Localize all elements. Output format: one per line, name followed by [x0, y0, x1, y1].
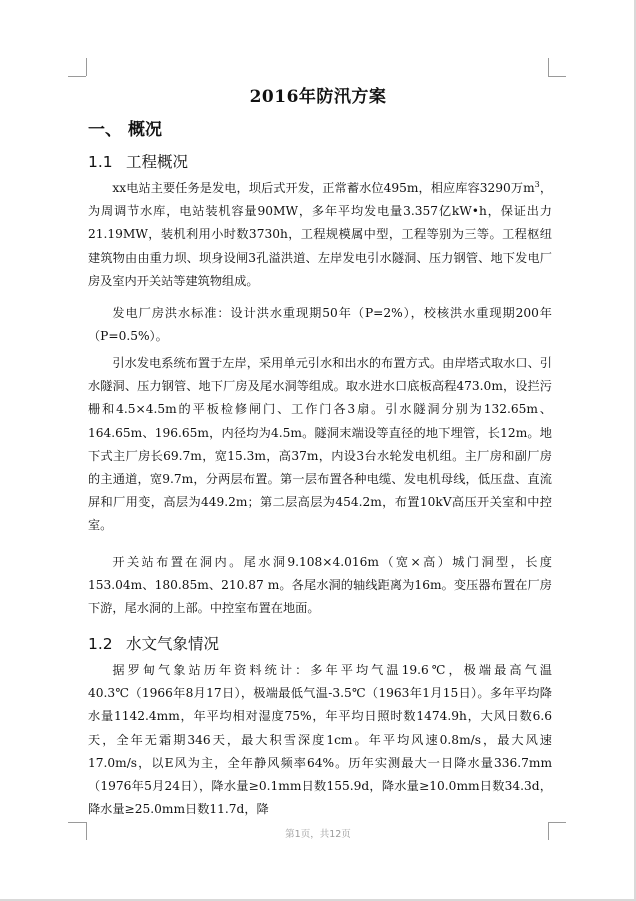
paragraph-text: ，为周调节水库，电站装机容量90MW，多年平均发电量3.357亿kW•h，保证出力21.19MW，装机利用小时数3730h，工程规模属中型，工程等别为三等。工程枢纽建筑物由由重力坝、坝身设闸3孔溢洪道、左岸发电引水隧洞、压力钢管、地下发电厂房及室内开关站等建筑物组成。 — [88, 181, 553, 288]
section-title: 水文气象情况 — [126, 635, 220, 653]
section-number: 1.2 — [88, 635, 113, 653]
section-heading-1 — [88, 115, 162, 140]
page-footer: 第1页，共12页 — [285, 829, 351, 840]
section-number: 一、 — [88, 120, 122, 140]
paragraph-text: xx电站主要任务是发电，坝后式开发，正常蓄水位495m，相应库容3290万m — [112, 181, 535, 195]
crop-mark — [68, 822, 86, 823]
crop-mark — [68, 76, 86, 77]
section-heading-1-2 — [88, 632, 219, 654]
paragraph-flood-standard: 发电厂房洪水标准：设计洪水重现期50年（P=2%），校核洪水重现期200年（P=0.5%）。 — [88, 306, 552, 344]
section-heading-1-1 — [88, 150, 188, 172]
document-title: 2016年防汛方案 — [249, 87, 387, 107]
crop-mark — [548, 58, 549, 76]
superscript: 3 — [534, 179, 540, 189]
section-title: 概况 — [128, 120, 162, 140]
crop-mark — [548, 76, 566, 77]
paragraph-switchyard: 开关站布置在洞内。尾水洞9.108×4.016m（宽×高）城门洞型，长度153.04m、180.85m、210.87 m。各尾水洞的轴线距离为16m。变压器布置在厂房下游，尾水洞的上部。中控室布置在地面。 — [88, 555, 552, 616]
paragraph-overview — [88, 177, 552, 293]
section-title: 工程概况 — [126, 153, 189, 171]
crop-mark — [86, 58, 87, 76]
crop-mark — [548, 822, 566, 823]
section-number: 1.1 — [88, 153, 113, 171]
paragraph-hydrology: 据罗甸气象站历年资料统计：多年平均气温19.6℃，极端最高气温40.3℃（1966年8月17日），极端最低气温-3.5℃（1963年1月15日）。多年平均降水量1142.4mm，年平均相对湿度75%，年平均日照时数1474.9h，大风日数6.6天，全年无霜期346天，最大积雪深度1cm。年平均风速0.8m/s，最大风速17.0m/s，以E风为主，全年静风频率64%。历年实测最大一日降水量336.7mm（1976年5月24日），降水量≥0.1mm日数155.9d，降水量≥10.0mm日数34.3d，降水量≥25.0mm日数11.7d，降 — [88, 663, 552, 817]
paragraph-diversion-system: 引水发电系统布置于左岸，采用单元引水和出水的布置方式。由岸塔式取水口、引水隧洞、压力钢管、地下厂房及尾水洞等组成。取水进水口底板高程473.0m，设拦污栅和4.5×4.5m的平板检修闸门、工作门各3扇。引水隧洞分别为132.65m、164.65m、196.65m，内径均为4.5m。隧洞末端设等直径的地下埋管，长12m。地下式主厂房长69.7m，宽15.3m，高37m，内设3台水轮发电机组。主厂房和副厂房的主通道，宽9.7m，分两层布置。第一层布置各种电缆、发电机母线，低压盘、直流屏和厂用变，高层为449.2m；第二层高层为454.2m，布置10kV高压开关室和中控室。 — [88, 356, 552, 533]
